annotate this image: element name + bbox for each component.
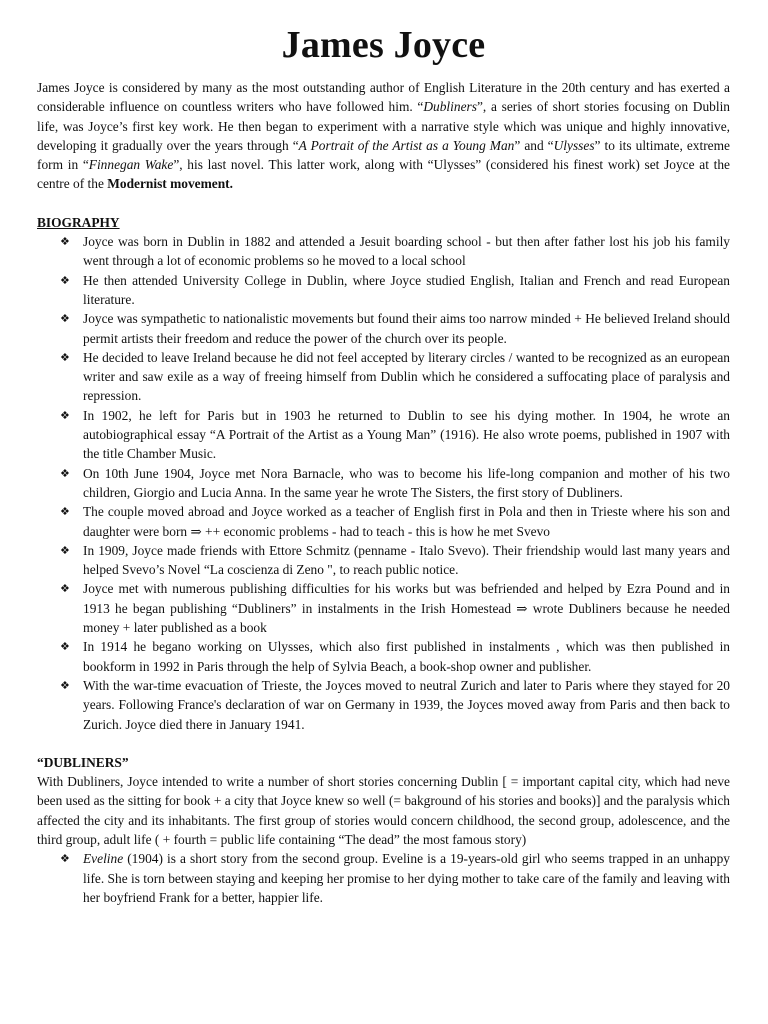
intro-text-4: ” to its ultimate, extreme form in “ [37,137,730,173]
intro-portrait-title: A Portrait of the Artist as a Young Man [298,137,515,153]
list-item-text: In 1902, he left for Paris but in 1903 he returned to Dublin to see his dying mother. In 1904, he wrote an autobiographical essay “A Portrait of the Artist as a Young Man” (1916). He also wrote poems, published in 1907 with the title Chamber Music. [83,407,730,462]
list-item-text: In 1914 he begano working on Ulysses, which also first published in instalments , which was then published in bookform in 1992 in Paris through the help of Sylvia Beach, a book-shop owner and publisher. [83,639,730,674]
list-item-text: The couple moved abroad and Joyce worked as a teacher of English first in Pola and then in Trieste where his son and daughter were born ⇒ ++ economic problems - had to teach - this is how he met Svevo [83,504,730,539]
list-item-text: Joyce was sympathetic to nationalistic movements but found their aims too narrow minded + He believed Ireland should permit artists their freedom and reduce the power of the church over its people. [83,311,730,346]
diamond-bullet-icon: ❖ [60,852,70,866]
biography-list [37,232,730,734]
list-item [37,637,730,676]
diamond-bullet-icon: ❖ [60,640,70,654]
list-item [37,676,730,734]
list-item [37,464,730,503]
diamond-bullet-icon: ❖ [60,235,70,249]
dubliners-heading: “DUBLINERS” [37,754,129,770]
diamond-bullet-icon: ❖ [60,543,70,557]
list-item [37,849,730,907]
list-item [37,232,730,271]
diamond-bullet-icon: ❖ [60,678,70,692]
list-item [37,579,730,637]
intro-dubliners-title: Dubliners [423,99,477,115]
intro-text-2: ”, a series of short stories focusing on Dublin life, was Joyce’s first key work. He then began to experiment with a narrative style which was unique and highly innovative, developing it gradually over the years through “ [37,99,730,153]
document-page [37,22,730,907]
list-item [37,502,730,541]
list-item-text: Joyce was born in Dublin in 1882 and attended a Jesuit boarding school - but then after father lost his job his family went through a lot of economic problems so he moved to a local school [83,234,730,269]
dubliners-paragraph: With Dubliners, Joyce intended to write a number of short stories concerning Dublin [ = important capital city, which had neve been used as the sitting for book + a city that Joyce knew so well (= bakground of his stories and books)] and the paralysis which affected the city and its inhabitants. The first group of stories would concern childhood, the second group, adolescence, and the third group, adult life ( + fourth = public life containing “The dead” the most famous story) [37,774,730,847]
biography-heading: BIOGRAPHY [37,214,120,230]
list-item-text: With the war-time evacuation of Trieste, the Joyces moved to neutral Zurich and later to Paris where they stayed for 20 years. Following France's declaration of war on Germany in 1939, the Joyces moved away from Paris and then back to Zurich. Joyce died there in January 1941. [83,677,730,732]
list-item [37,541,730,580]
intro-modernist: Modernist movement. [107,176,233,192]
diamond-bullet-icon: ❖ [60,350,70,364]
list-item [37,271,730,310]
intro-text-3: ” and “ [514,137,554,153]
intro-text-1: James Joyce is considered by many as the most outstanding author of English Literature in the 20th century and has exerted a considerable influence on countless writers who have followed him. “ [37,80,730,115]
eveline-title: Eveline [83,851,124,867]
list-item [37,348,730,406]
diamond-bullet-icon: ❖ [60,273,70,287]
list-item [37,309,730,348]
diamond-bullet-icon: ❖ [60,312,70,326]
intro-text-5: ”, his last novel. This latter work, along with “Ulysses” (considered his finest work) set Joyce at the centre of the [37,157,730,192]
diamond-bullet-icon: ❖ [60,582,70,596]
list-item-text: In 1909, Joyce made friends with Ettore Schmitz (penname - Italo Svevo). Their friendship would last many years and helped Svevo’s Novel “La coscienza di Zeno ", to reach public notice. [83,542,730,578]
diamond-bullet-icon: ❖ [60,408,70,422]
diamond-bullet-icon: ❖ [60,466,70,480]
list-item-text: On 10th June 1904, Joyce met Nora Barnacle, who was to become his life-long companion and mother of his two children, Giorgio and Lucia Anna. In the same year he wrote The Sisters, the first story of Dubliners. [83,465,730,500]
intro-paragraph [37,78,730,194]
page-title: James Joyce [281,24,486,66]
list-item-text: Joyce met with numerous publishing difficulties for his works but was befriended and helped by Ezra Pound and in 1913 he began publishing “Dubliners” in instalments in the Irish Homestead ⇒ wrote Dubliners because he needed money + later published as a book [83,581,730,636]
diamond-bullet-icon: ❖ [60,505,70,519]
intro-finnegan-title: Finnegan Wake [88,157,174,173]
eveline-text: (1904) is a short story from the second group. Eveline is a 19-years-old girl who seems trapped in an unhappy life. She is torn between staying and keeping her promise to her dying mother to take care of the family and leaving with her boyfriend Frank for a better, happier life. [83,851,730,905]
list-item-text: He decided to leave Ireland because he did not feel accepted by literary circles / wanted to be recognized as an european writer and saw exile as a way of freeing himself from Dublin which he considered a suffocating place of paralysis and repression. [83,349,730,404]
dubliners-list [37,849,730,907]
list-item [37,406,730,464]
list-item-text: He then attended University College in Dublin, where Joyce studied English, Italian and French and read European literature. [83,272,730,307]
intro-ulysses-title: Ulysses [553,137,595,153]
